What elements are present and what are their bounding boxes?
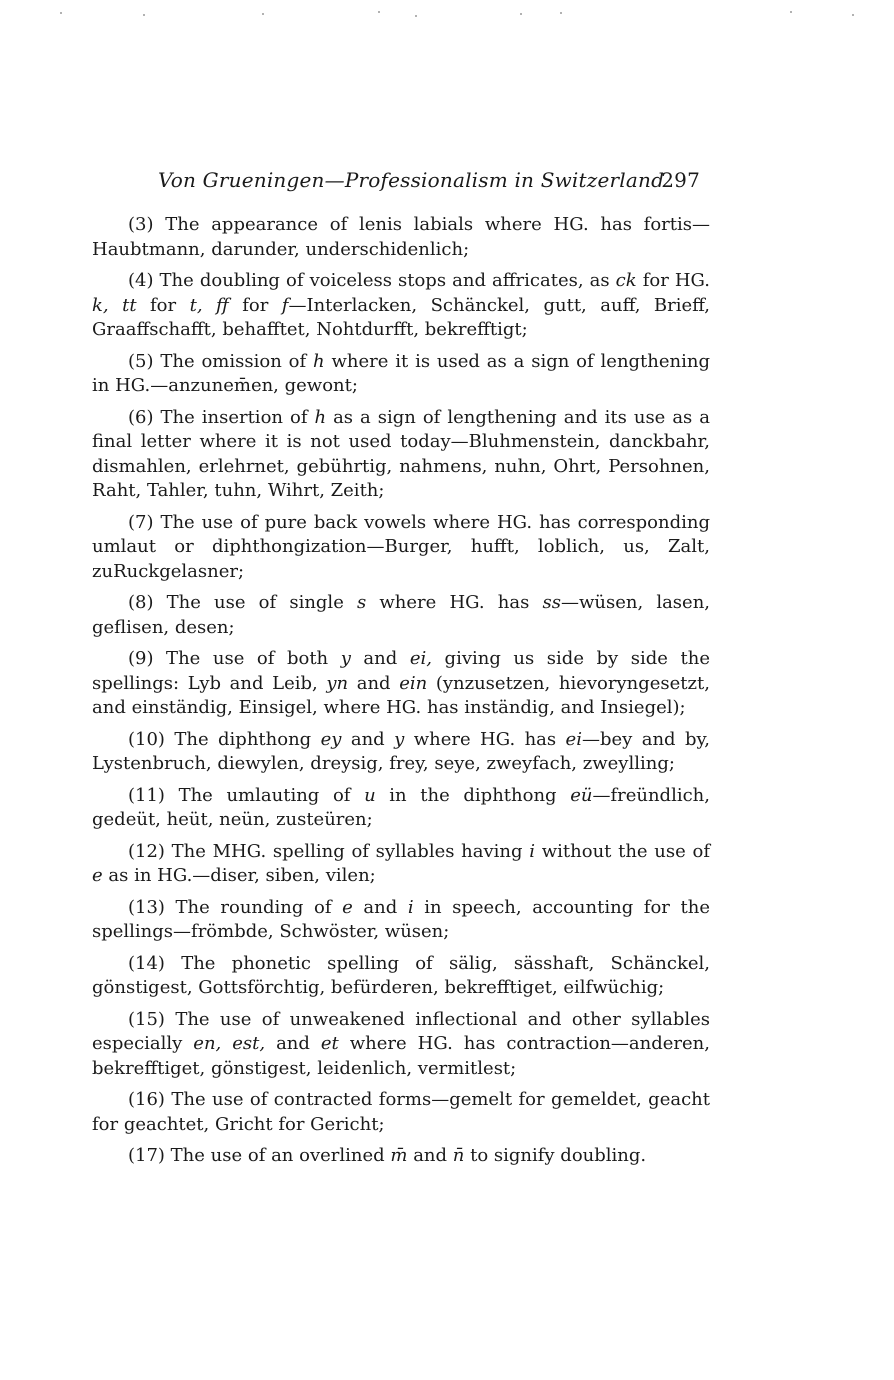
item-text: as a sign of lengthening and its use as a final letter where it is not used today—Bluhmenstein, danckbahr, dismahlen, erlehrnet, gebührtig, nahmens, nuhn, Ohrt, Persohnen, Raht, Tahler, tuhn, Wihrt, Zeith; (92, 406, 711, 501)
list-item (92, 647, 710, 721)
item-text: The use of both (153, 648, 341, 669)
item-number: (16) (128, 1089, 165, 1110)
item-number: (3) (128, 214, 154, 235)
list-item (92, 269, 710, 343)
list-item (92, 840, 710, 889)
italic-term: i (529, 840, 536, 862)
italic-term: s (357, 592, 367, 613)
item-text: and (350, 648, 410, 669)
item-number: (14) (128, 952, 165, 974)
item-number: (17) (128, 1145, 165, 1166)
item-number: (11) (128, 784, 165, 806)
item-text: The diphthong (164, 728, 321, 750)
italic-term: ein (399, 672, 428, 694)
item-text: —freündlich, gedeüt, heüt, neün, zusteüren; (92, 784, 710, 830)
italic-term: u (364, 784, 376, 806)
italic-term: h (313, 350, 325, 372)
item-text: The use of contracted forms—gemelt for gemeldet, geacht for geachtet, Gricht for Gericht; (92, 1089, 710, 1135)
item-text: The insertion of (153, 406, 315, 428)
item-number: (7) (128, 511, 154, 533)
italic-term: e (92, 865, 103, 886)
item-text: The use of pure back vowels where HG. has corresponding umlaut or diphthongization—Burger, hufft, loblich, us, Zalt, zuRuckgelasner; (92, 511, 710, 582)
item-text: The use of unweakened inflectional and other syllables especially (92, 1008, 710, 1054)
item-number: (12) (128, 840, 165, 862)
italic-term: k, tt (92, 294, 137, 316)
item-text: and (341, 728, 395, 750)
italic-term: y (340, 648, 351, 669)
item-text: and (348, 672, 400, 694)
item-text: —wüsen, lasen, geflisen, desen; (92, 592, 711, 638)
item-text: and (407, 1145, 453, 1166)
list-item (92, 1088, 710, 1137)
item-text: in the diphthong (375, 784, 571, 806)
item-text: where HG. has contraction—anderen, bekrefftiget, gönstigest, leidenlich, vermitlest; (92, 1033, 710, 1079)
list-item (92, 1144, 710, 1169)
item-text: The umlauting of (164, 784, 365, 806)
item-number: (6) (128, 406, 154, 428)
item-text: giving us side by side the spellings: Lyb and Leib, (92, 648, 710, 694)
item-text: in speech, accounting for the spellings—frömbde, Schwöster, wüsen; (92, 896, 710, 942)
list-item (92, 406, 710, 504)
list-item (92, 896, 710, 945)
italic-term: t, ff (189, 294, 229, 316)
item-text: for (228, 294, 282, 316)
italic-term: ss (542, 592, 561, 613)
italic-term: et (320, 1033, 339, 1054)
list-item (92, 784, 710, 833)
item-text: for (136, 294, 190, 316)
italic-term: m̄ (390, 1145, 408, 1166)
item-text: and (265, 1033, 321, 1054)
list-item (92, 511, 710, 585)
item-number: (8) (128, 592, 154, 613)
italic-term: en, est, (193, 1033, 266, 1054)
item-text: The appearance of lenis labials where HG. has fortis—Haubtmann, darunder, underschidenlich; (92, 214, 710, 260)
running-title: Von Grueningen—Professionalism in Switzerland (158, 168, 665, 192)
item-text: where HG. has (404, 728, 566, 750)
list-item (92, 350, 710, 399)
list-item (92, 213, 710, 262)
item-text: to signify doubling. (464, 1145, 647, 1166)
running-header (92, 165, 710, 199)
item-text: —Interlacken, Schänckel, gutt, auff, Brieff, Graaffschafft, behafftet, Nohtdurfft, bekrefftigt; (92, 294, 711, 340)
item-text: where it is used as a sign of lengthening in HG.—anzunem̄en, gewont; (92, 350, 711, 396)
spelling-features-list (92, 213, 710, 1169)
italic-term: n̄ (452, 1145, 465, 1166)
list-item (92, 591, 710, 640)
scan-specks (0, 8, 894, 24)
item-text: (ynzusetzen, hievoryngesetzt, and einständig, Einsigel, where HG. has inständig, and Insiegel); (92, 672, 710, 718)
item-number: (5) (128, 350, 154, 372)
italic-term: eü (570, 784, 593, 806)
item-text: The MHG. spelling of syllables having (164, 840, 530, 862)
item-text: The phonetic spelling of sälig, sässhaft, Schänckel, gönstigest, Gottsförchtig, befürderen, bekrefftiget, eilfwüchig; (92, 952, 710, 998)
item-text: where HG. has (366, 592, 543, 613)
italic-term: i (407, 896, 414, 918)
book-page (92, 165, 710, 1176)
item-number: (10) (128, 728, 165, 750)
item-text: for HG. (636, 270, 711, 291)
page-number: 297 (661, 168, 700, 192)
italic-term: ei (565, 728, 582, 750)
italic-term: f (281, 294, 289, 316)
list-item (92, 1008, 710, 1082)
item-number: (4) (128, 270, 154, 291)
italic-term: ck (615, 270, 637, 291)
italic-term: h (314, 406, 327, 428)
italic-term: yn (326, 672, 349, 694)
item-number: (13) (128, 896, 165, 918)
italic-term: y (394, 728, 405, 750)
item-number: (15) (128, 1008, 165, 1030)
item-text: The use of single (153, 592, 357, 613)
list-item (92, 728, 710, 777)
italic-term: e (342, 896, 353, 918)
item-text: The use of an overlined (164, 1145, 391, 1166)
item-text: as in HG.—diser, siben, vilen; (102, 865, 376, 886)
list-item (92, 952, 710, 1001)
italic-term: ei, (409, 648, 432, 669)
item-text: The omission of (153, 350, 314, 372)
item-text: and (352, 896, 408, 918)
item-number: (9) (128, 648, 154, 669)
item-text: without the use of (535, 840, 710, 862)
item-text: The doubling of voiceless stops and affricates, as (153, 270, 616, 291)
italic-term: ey (320, 728, 342, 750)
item-text: The rounding of (164, 896, 343, 918)
item-text: —bey and by, Lystenbruch, diewylen, dreysig, frey, seye, zweyfach, zweylling; (92, 728, 710, 774)
